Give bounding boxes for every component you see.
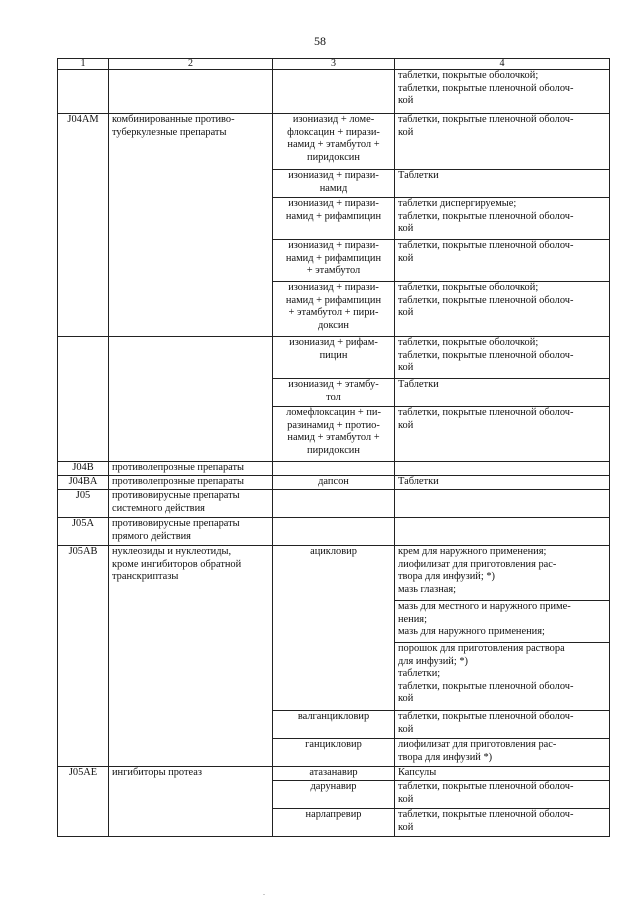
pharma-group — [109, 337, 273, 462]
drug-name: изониазид + этамбу- тол — [273, 379, 395, 407]
drug-name: изониазид + пирази- намид + рифампицин — [273, 198, 395, 240]
drug-name — [273, 70, 395, 114]
table-row — [58, 490, 610, 518]
pharma-group: противолепрозные препараты — [109, 462, 273, 476]
dosage-form: таблетки, покрытые пленочной оболоч- кой — [395, 114, 610, 170]
dosage-form: крем для наружного применения; лиофилизат для приготовления рас- твора для инфузий; *) мазь глазная; — [395, 546, 610, 601]
dosage-form: Капсулы — [395, 767, 610, 781]
drug-name: изониазид + пирази- намид — [273, 170, 395, 198]
dosage-form: таблетки, покрытые оболочкой; таблетки, покрытые пленочной оболоч- кой — [395, 337, 610, 379]
dosage-form: таблетки, покрытые пленочной оболоч- кой — [395, 809, 610, 837]
dosage-form — [395, 462, 610, 476]
drug-name: атазанавир — [273, 767, 395, 781]
table-header-row — [58, 59, 610, 70]
pharma-group: противовирусные препараты прямого действия — [109, 518, 273, 546]
atc-code: J05AE — [58, 767, 109, 837]
drug-name — [273, 518, 395, 546]
header-col-1: 1 — [58, 59, 109, 70]
atc-code: J04AM — [58, 114, 109, 337]
table-row — [58, 767, 610, 781]
atc-code: J04B — [58, 462, 109, 476]
drug-name: ломефлоксацин + пи- разинамид + протио- намид + этамбутол + пиридоксин — [273, 407, 395, 462]
page-number: 58 — [314, 34, 326, 48]
dosage-form — [395, 518, 610, 546]
dosage-form: мазь для местного и наружного приме- нения; мазь для наружного применения; — [395, 601, 610, 643]
drug-name: изониазид + рифам- пицин — [273, 337, 395, 379]
dosage-form: порошок для приготовления раствора для инфузий; *) таблетки; таблетки, покрытые пленочной оболоч- кой — [395, 643, 610, 711]
drug-name: ацикловир — [273, 546, 395, 711]
table-row — [58, 518, 610, 546]
drug-name: нарлапревир — [273, 809, 395, 837]
drug-name — [273, 462, 395, 476]
drug-name: изониазид + пирази- намид + рифампицин + этамбутол — [273, 240, 395, 282]
dosage-form — [395, 490, 610, 518]
atc-code: J05 — [58, 490, 109, 518]
dosage-form: Таблетки — [395, 476, 610, 490]
pharma-group: ингибиторы протеаз — [109, 767, 273, 837]
drug-name: дарунавир — [273, 781, 395, 809]
dosage-form: таблетки диспергируемые; таблетки, покрытые пленочной оболоч- кой — [395, 198, 610, 240]
dosage-form: Таблетки — [395, 379, 610, 407]
table-row — [58, 546, 610, 601]
atc-code: J04BA — [58, 476, 109, 490]
pharma-group: противовирусные препараты системного действия — [109, 490, 273, 518]
drug-table — [57, 58, 610, 837]
pharma-group: противолепрозные препараты — [109, 476, 273, 490]
dosage-form: таблетки, покрытые оболочкой; таблетки, покрытые пленочной оболоч- кой — [395, 282, 610, 337]
header-col-3: 3 — [273, 59, 395, 70]
drug-name: изониазид + ломе- флоксацин + пирази- намид + этамбутол + пиридоксин — [273, 114, 395, 170]
table-row — [58, 70, 610, 114]
drug-name: валганцикловир — [273, 711, 395, 739]
drug-name — [273, 490, 395, 518]
drug-name: ганцикловир — [273, 739, 395, 767]
dosage-form: таблетки, покрытые оболочкой; таблетки, покрытые пленочной оболоч- кой — [395, 70, 610, 114]
table-row — [58, 114, 610, 170]
atc-code — [58, 337, 109, 462]
table-row — [58, 462, 610, 476]
dosage-form: Таблетки — [395, 170, 610, 198]
dosage-form: таблетки, покрытые пленочной оболоч- кой — [395, 240, 610, 282]
drug-name: дапсон — [273, 476, 395, 490]
dosage-form: таблетки, покрытые пленочной оболоч- кой — [395, 781, 610, 809]
footer-mark: . — [263, 888, 265, 897]
header-col-2: 2 — [109, 59, 273, 70]
atc-code — [58, 70, 109, 114]
dosage-form: таблетки, покрытые пленочной оболоч- кой — [395, 407, 610, 462]
pharma-group: нуклеозиды и нуклеотиды, кроме ингибиторов обратной транскриптазы — [109, 546, 273, 767]
table-row — [58, 337, 610, 379]
header-col-4: 4 — [395, 59, 610, 70]
atc-code: J05A — [58, 518, 109, 546]
drug-name: изониазид + пирази- намид + рифампицин + этамбутол + пири- доксин — [273, 282, 395, 337]
atc-code: J05AB — [58, 546, 109, 767]
dosage-form: таблетки, покрытые пленочной оболоч- кой — [395, 711, 610, 739]
pharma-group — [109, 70, 273, 114]
dosage-form: лиофилизат для приготовления рас- твора для инфузий *) — [395, 739, 610, 767]
pharma-group: комбинированные противо- туберкулезные препараты — [109, 114, 273, 337]
table-row — [58, 476, 610, 490]
